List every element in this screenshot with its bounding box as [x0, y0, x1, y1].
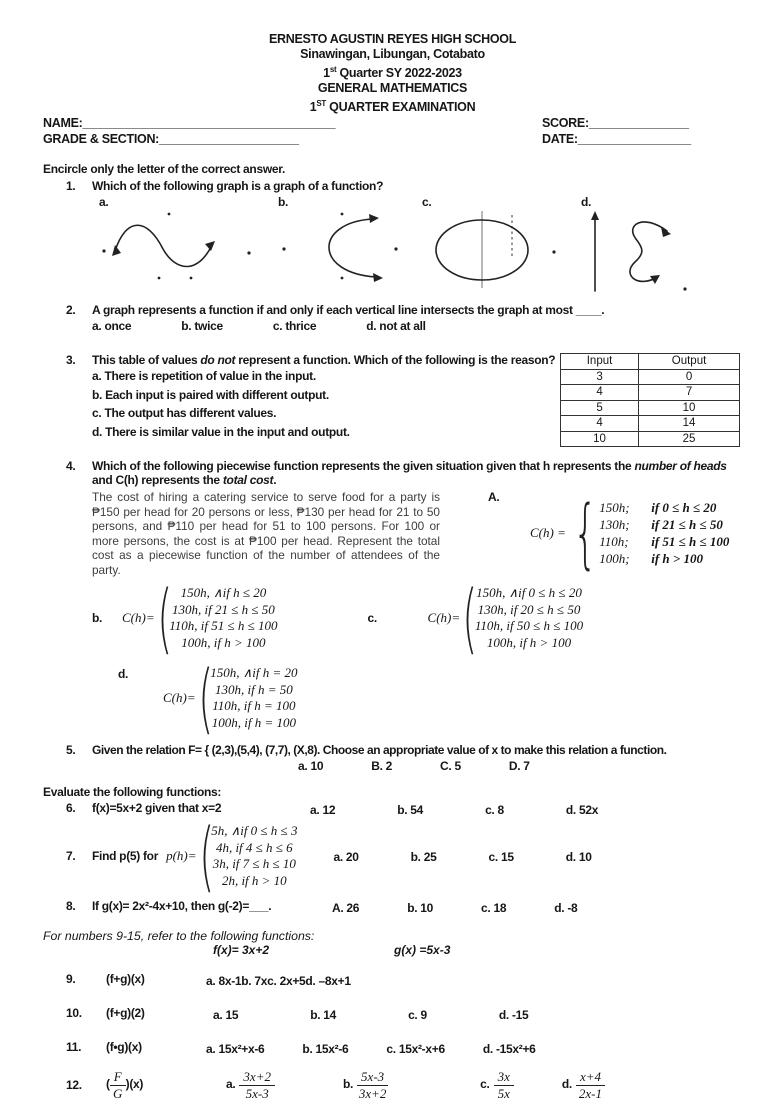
- answer-option: c. thrice: [272, 319, 317, 334]
- school-name: ERNESTO AGUSTIN REYES HIGH SCHOOL: [268, 32, 517, 46]
- table-header: Input: [561, 354, 639, 370]
- answer-option: d. 10: [565, 850, 592, 865]
- figure-label: a.: [99, 195, 109, 210]
- answer-option: c. $\frac{3x}{5x}$: [480, 1070, 514, 1100]
- left-paren: (: [198, 811, 214, 901]
- option-B-block: [92, 573, 278, 663]
- function-lhs: C(h)=: [163, 690, 196, 706]
- answer-option: b. Each input is paired with different output.: [92, 387, 329, 402]
- question-text: f(x)=5x+2 given that x=2: [92, 801, 222, 816]
- answer-option: A. 26: [332, 901, 360, 916]
- answer-option: C. 5: [440, 759, 461, 774]
- exam-header: [43, 32, 742, 115]
- answer-option: d. -15x²+6: [482, 1042, 536, 1057]
- answer-option: d. 52x: [565, 803, 599, 818]
- question-text: (f+g)(x): [106, 972, 145, 987]
- score-blank-line: _______________: [588, 116, 689, 131]
- table-row: [561, 400, 740, 416]
- piecewise-row: 110h; if 51 ≤ h ≤ 100: [599, 534, 730, 550]
- ellipse-graph: [422, 209, 562, 289]
- piecewise-row: 100h, if h > 100: [181, 634, 266, 650]
- table-cell: 10: [561, 431, 639, 447]
- question-12: [43, 1070, 742, 1100]
- table-header-row: [561, 354, 740, 370]
- grade-date-row: [43, 131, 742, 147]
- left-paren: (: [462, 573, 478, 663]
- question-text: (f•g)(x): [106, 1040, 142, 1055]
- piecewise-row: 3h, if 7 ≤ h ≤ 10: [212, 856, 296, 872]
- table-cell: 0: [639, 369, 740, 385]
- answer-option: b. 54: [397, 803, 424, 818]
- function-lhs: C(h)=: [122, 610, 155, 626]
- piecewise-row: 110h, if h = 100: [212, 698, 296, 714]
- piecewise-row: 150h, ∧if h = 20: [210, 665, 298, 681]
- question-1-figures: [99, 196, 742, 293]
- answer-option: d. There is similar value in the input and output.: [92, 424, 350, 439]
- piecewise-row: 100h, if h > 100: [486, 634, 572, 650]
- question-text: Given the relation F= { (2,3),(5,4), (7,7), (X,8). Choose an appropriate value of x to make this relation a function.: [92, 743, 667, 758]
- answer-option: d. -8: [554, 901, 578, 916]
- question-1: [43, 179, 742, 193]
- question-number: 3.: [66, 353, 76, 368]
- question-7: [43, 811, 742, 901]
- answer-option: b. twice: [181, 319, 223, 334]
- question-text: (f+g)(2): [106, 1006, 145, 1021]
- piecewise-row: 4h, if 4 ≤ h ≤ 6: [215, 839, 293, 855]
- table-row: [561, 385, 740, 401]
- grade-section-field: GRADE & SECTION:_____________________: [43, 132, 299, 147]
- answer-option: c. The output has different values.: [92, 406, 277, 421]
- name-score-row: [43, 115, 742, 131]
- figure-a: [99, 196, 264, 293]
- question-9: [43, 972, 742, 988]
- quarter-line: 1st Quarter SY 2022-2023: [323, 65, 462, 81]
- piecewise-row: 130h; if 21 ≤ h ≤ 50: [599, 517, 723, 533]
- piecewise-row: 130h, if 21 ≤ h ≤ 50: [172, 601, 275, 617]
- piecewise-row: 5h, ∧if 0 ≤ h ≤ 3: [211, 823, 298, 839]
- answer-option: c. 2x+5: [267, 974, 306, 989]
- piecewise-row: 100h, if h = 100: [211, 714, 297, 730]
- left-paren: (: [157, 573, 172, 663]
- answer-option: a. 15: [213, 1008, 239, 1023]
- question-number: 4.: [66, 459, 76, 474]
- question-text: If g(x)= 2x²-4x+10, then g(-2)=___.: [92, 899, 272, 914]
- answer-option: a. once: [92, 319, 132, 334]
- question-2-options: [92, 319, 742, 333]
- piecewise-row: 100h; if h > 100: [599, 551, 704, 567]
- answer-option: c. 18: [481, 901, 507, 916]
- table-row: [561, 369, 740, 385]
- question-number: 12.: [66, 1078, 82, 1093]
- question-9-options: [206, 974, 351, 988]
- piecewise-row: 150h; if 0 ≤ h ≤ 20: [599, 500, 717, 516]
- subject-title: GENERAL MATHEMATICS: [317, 81, 468, 96]
- left-paren: (: [198, 653, 213, 743]
- answer-option: d. -15: [498, 1008, 529, 1023]
- figure-label: b.: [278, 195, 289, 210]
- piecewise-row: 150h, ∧if h ≤ 20: [180, 585, 267, 601]
- option-A-block: [488, 490, 729, 577]
- answer-option: b. 15x²-6: [302, 1042, 349, 1057]
- input-output-table: [560, 353, 740, 447]
- option-label: b.: [92, 611, 103, 626]
- table-header: Output: [639, 354, 740, 370]
- question-text: Which of the following graph is a graph of a function?: [92, 179, 384, 194]
- question-text: Which of the following piecewise function represents the given situation given that h represents the number of heads and C(h) represents the total cost.: [92, 459, 727, 488]
- answer-option: a. 10: [298, 759, 324, 774]
- question-11-options: [206, 1042, 536, 1056]
- question-text: ( $\frac{F}{G}$ )(x): [106, 1069, 144, 1101]
- table-cell: 10: [639, 400, 740, 416]
- answer-option: d. $\frac{x+4}{2x-1}$: [562, 1070, 605, 1100]
- name-field: NAME:______________________________________: [43, 116, 336, 131]
- question-4-option-d: [118, 653, 742, 743]
- question-4-options-bc: [92, 573, 742, 663]
- question-number: 7.: [66, 849, 76, 864]
- table-cell: 5: [561, 400, 639, 416]
- grade-blank-line: _____________________: [159, 132, 299, 147]
- score-field: SCORE:_______________: [542, 116, 689, 131]
- answer-option: b. 7x: [241, 974, 268, 989]
- figure-label: c.: [422, 195, 432, 210]
- question-8: [43, 899, 742, 915]
- date-field: DATE:_________________: [542, 132, 691, 147]
- question-8-options: [332, 901, 577, 915]
- refer-intro: For numbers 9-15, refer to the following functions:: [43, 929, 315, 944]
- question-2: [43, 303, 742, 317]
- option-D-block: [118, 653, 298, 743]
- exam-instruction: Encircle only the letter of the correct answer.: [43, 162, 285, 177]
- figure-c: [422, 196, 567, 293]
- option-C-block: [367, 573, 584, 663]
- answer-option: B. 2: [371, 759, 393, 774]
- question-3-block: [43, 353, 742, 447]
- option-label: A.: [488, 490, 500, 505]
- table-cell: 3: [561, 369, 639, 385]
- figure-label: d.: [581, 195, 592, 210]
- question-text: A graph represents a function if and only if each vertical line intersects the graph at most ____.: [92, 303, 605, 318]
- answer-option: b. 25: [410, 850, 437, 865]
- question-4: [43, 459, 742, 487]
- question-number: 11.: [66, 1040, 82, 1055]
- table-cell: 4: [561, 416, 639, 432]
- question-number: 6.: [66, 801, 76, 816]
- answer-option: c. 9: [408, 1008, 427, 1023]
- function-lhs: p(h)=: [166, 848, 197, 864]
- refer-functions: [43, 943, 742, 957]
- answer-option: D. 7: [508, 759, 530, 774]
- sine-wave-graph: [99, 209, 259, 283]
- function-lhs: C(h) =: [530, 525, 566, 541]
- option-label: c.: [367, 611, 377, 626]
- table-cell: 25: [639, 431, 740, 447]
- answer-option: a. 12: [310, 803, 336, 818]
- name-blank-line: ______________________________________: [82, 116, 336, 131]
- answer-option: a. There is repetition of value in the input.: [92, 369, 316, 384]
- question-6-options: [310, 803, 598, 817]
- question-number: 10.: [66, 1006, 82, 1021]
- question-text: This table of values do not represent a function. Which of the following is the reason?: [92, 353, 556, 368]
- exam-title: 1ST QUARTER EXAMINATION: [309, 99, 476, 115]
- answer-option: b. 10: [407, 901, 434, 916]
- answer-option: d. not at all: [366, 319, 426, 334]
- question-number: 5.: [66, 743, 76, 758]
- catering-paragraph: The cost of hiring a catering service to serve food for a party is ₱150 per head for 20 persons or less, ₱130 per head for 21 to 50 persons, and ₱110 per head for 51 to 100 persons. For 100 or more persons, the cost is at ₱100 per head. Represent the total cost as a piecewise function of the number of attendees of the party.: [92, 490, 440, 577]
- figure-b: [278, 196, 408, 293]
- piecewise-row: 110h, if 50 ≤ h ≤ 100: [474, 618, 584, 634]
- question-number: 2.: [66, 303, 76, 318]
- sideways-parabola-graph: [278, 209, 404, 283]
- function-f: f(x)= 3x+2: [213, 943, 270, 958]
- question-4-situation-row: [92, 490, 742, 577]
- answer-option: c. 15: [488, 850, 514, 865]
- piecewise-row: 130h, if h = 50: [215, 681, 293, 697]
- question-6: [43, 801, 742, 817]
- answer-option: d. –8x+1: [305, 974, 351, 989]
- left-brace: {: [572, 488, 598, 578]
- answer-option: a. 20: [333, 850, 359, 865]
- figure-d: [581, 196, 696, 293]
- table-cell: 14: [639, 416, 740, 432]
- question-5-options: [298, 759, 742, 773]
- answer-option: c. 15x²-x+6: [386, 1042, 445, 1057]
- answer-option: a. 15x²+x-6: [206, 1042, 265, 1057]
- table-cell: 7: [639, 385, 740, 401]
- table-row: [561, 431, 740, 447]
- question-number: 9.: [66, 972, 76, 987]
- table-cell: 4: [561, 385, 639, 401]
- evaluate-heading: Evaluate the following functions:: [43, 785, 222, 800]
- date-blank-line: _________________: [577, 132, 691, 147]
- question-3: [43, 353, 560, 367]
- question-11: [43, 1040, 742, 1056]
- question-text: Find p(5) for: [92, 849, 159, 864]
- piecewise-row: 130h, if 20 ≤ h ≤ 50: [477, 601, 581, 617]
- piecewise-row: 2h, if h > 10: [221, 872, 287, 888]
- answer-option: a. 8x-1: [206, 974, 242, 989]
- option-label: d.: [118, 667, 129, 682]
- function-lhs: C(h)=: [427, 610, 461, 626]
- question-5: [43, 743, 742, 757]
- question-number: 8.: [66, 899, 76, 914]
- table-row: [561, 416, 740, 432]
- answer-option: b. 14: [310, 1008, 337, 1023]
- question-7-options: [333, 850, 591, 864]
- answer-option: c. 8: [485, 803, 504, 818]
- answer-option: b. $\frac{5x-3}{3x+2}$: [342, 1069, 387, 1101]
- piecewise-row: 150h, ∧if 0 ≤ h ≤ 20: [476, 585, 582, 601]
- s-curve-graph: [581, 209, 693, 293]
- question-10-options: [213, 1008, 528, 1022]
- answer-option: a. $\frac{3x+2}{5x-3}$: [226, 1070, 275, 1100]
- piecewise-row: 110h, if 51 ≤ h ≤ 100: [169, 618, 278, 634]
- question-10: [43, 1006, 742, 1022]
- question-number: 1.: [66, 179, 76, 194]
- school-address: Sinawingan, Libungan, Cotabato: [300, 47, 485, 61]
- question-3-options: [92, 367, 560, 441]
- function-g: g(x) =5x-3: [394, 943, 451, 958]
